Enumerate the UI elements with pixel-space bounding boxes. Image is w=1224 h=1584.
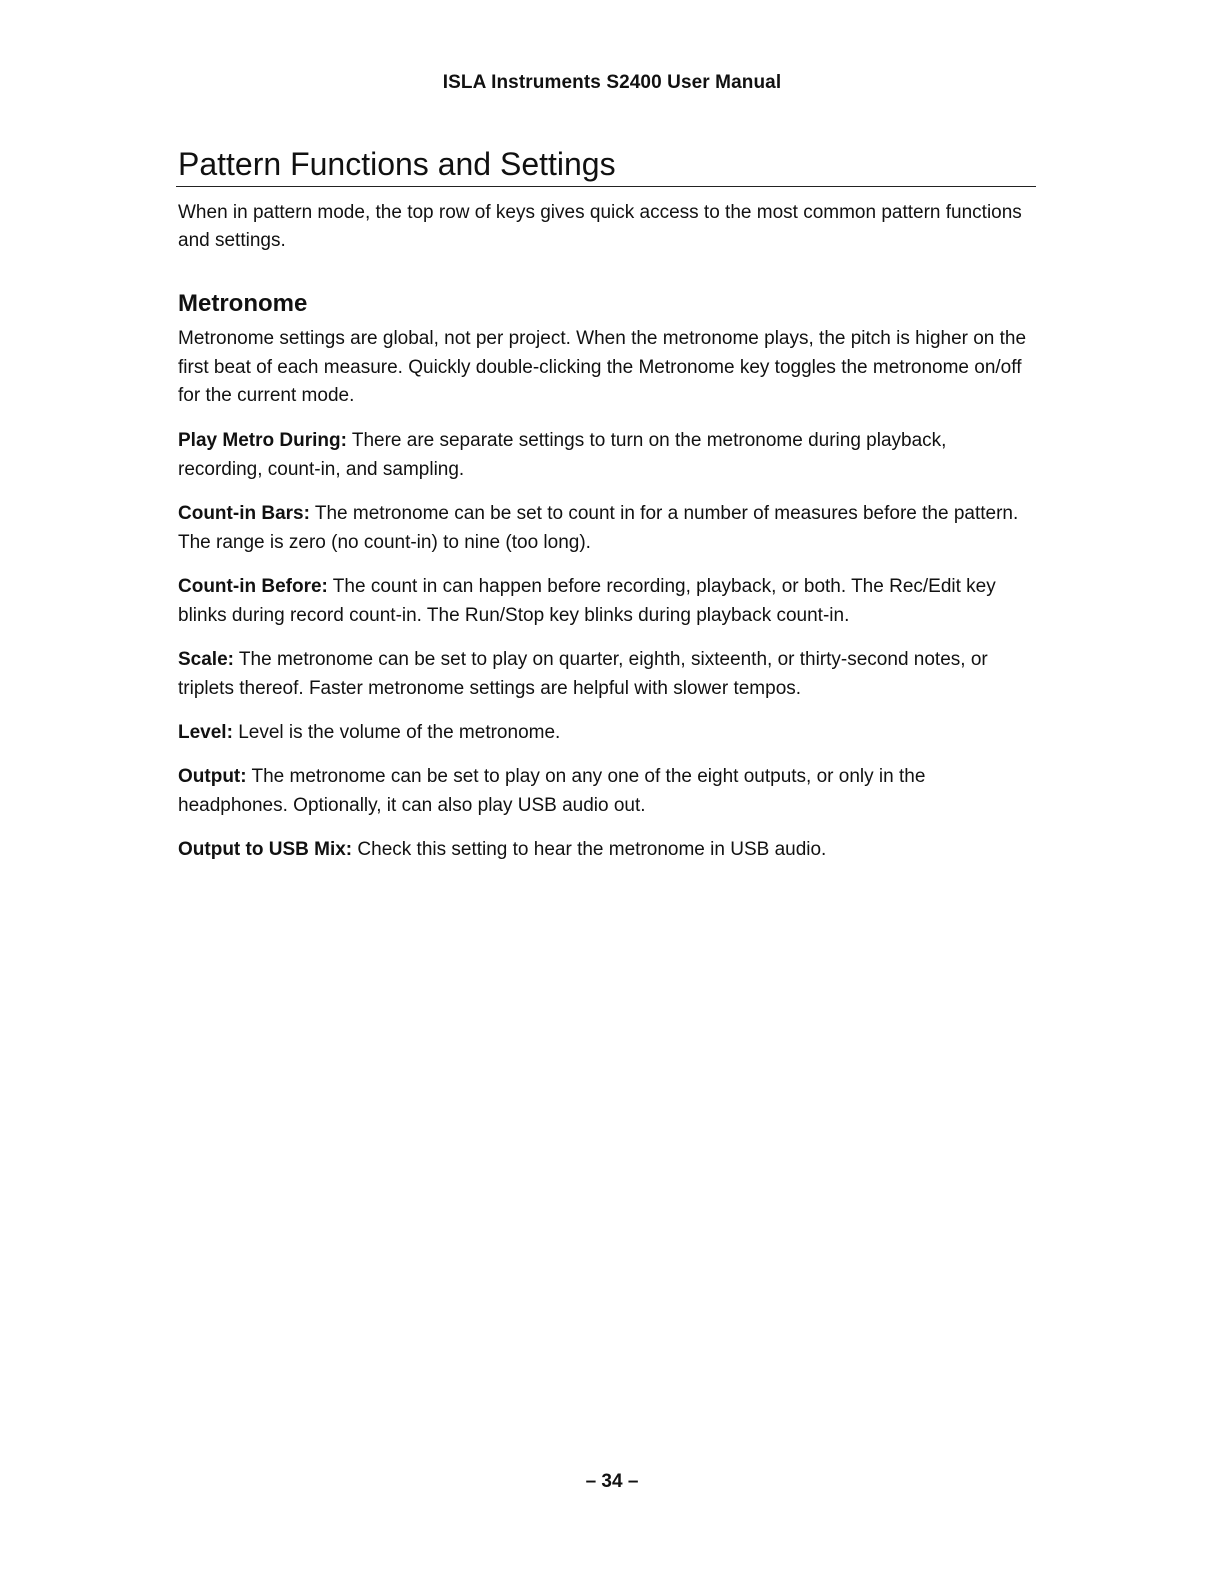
setting-text: Level is the volume of the metronome. xyxy=(232,721,561,743)
setting-term: Count-in Bars: xyxy=(178,502,310,524)
setting-play-metro-during xyxy=(178,426,1036,484)
setting-text: The count in can happen before recording, playback, or both. The Rec/Edit key blinks during record count-in. The Run/Stop key blinks during playback count-in. xyxy=(178,575,996,626)
setting-term: Output: xyxy=(178,765,247,787)
setting-count-in-bars xyxy=(178,499,1036,557)
setting-text: The metronome can be set to play on any one of the eight outputs, or only in the headphones. Optionally, it can also play USB audio out. xyxy=(178,765,926,816)
setting-text: The metronome can be set to play on quarter, eighth, sixteenth, or thirty-second notes, or triplets thereof. Faster metronome settings are helpful with slower tempos. xyxy=(178,648,988,699)
metronome-heading: Metronome xyxy=(178,290,308,317)
setting-output-to-usb-mix xyxy=(178,835,1036,864)
setting-term: Output to USB Mix: xyxy=(178,838,353,860)
setting-scale xyxy=(178,645,1036,703)
setting-term: Play Metro During: xyxy=(178,429,347,451)
setting-text: Check this setting to hear the metronome in USB audio. xyxy=(352,838,827,860)
setting-text: There are separate settings to turn on the metronome during playback, recording, count-in, and sampling. xyxy=(178,429,947,480)
running-header: ISLA Instruments S2400 User Manual xyxy=(442,72,782,93)
setting-term: Count-in Before: xyxy=(178,575,328,597)
setting-count-in-before xyxy=(178,572,1036,630)
page-content xyxy=(178,144,1036,864)
setting-term: Level: xyxy=(178,721,233,743)
setting-output xyxy=(178,762,1036,820)
setting-level xyxy=(178,718,1036,747)
setting-term: Scale: xyxy=(178,648,234,670)
section-intro: When in pattern mode, the top row of keys gives quick access to the most common pattern functions and settings. xyxy=(178,202,1022,251)
metronome-description: Metronome settings are global, not per project. When the metronome plays, the pitch is higher on the first beat of each measure. Quickly double-clicking the Metronome key toggles the metronome on/off for the current mode. xyxy=(178,328,1027,406)
page-number: – 34 – xyxy=(585,1471,639,1492)
setting-text: The metronome can be set to count in for a number of measures before the pattern. The range is zero (no count-in) to nine (too long). xyxy=(178,502,1019,553)
section-title: Pattern Functions and Settings xyxy=(176,144,1036,187)
